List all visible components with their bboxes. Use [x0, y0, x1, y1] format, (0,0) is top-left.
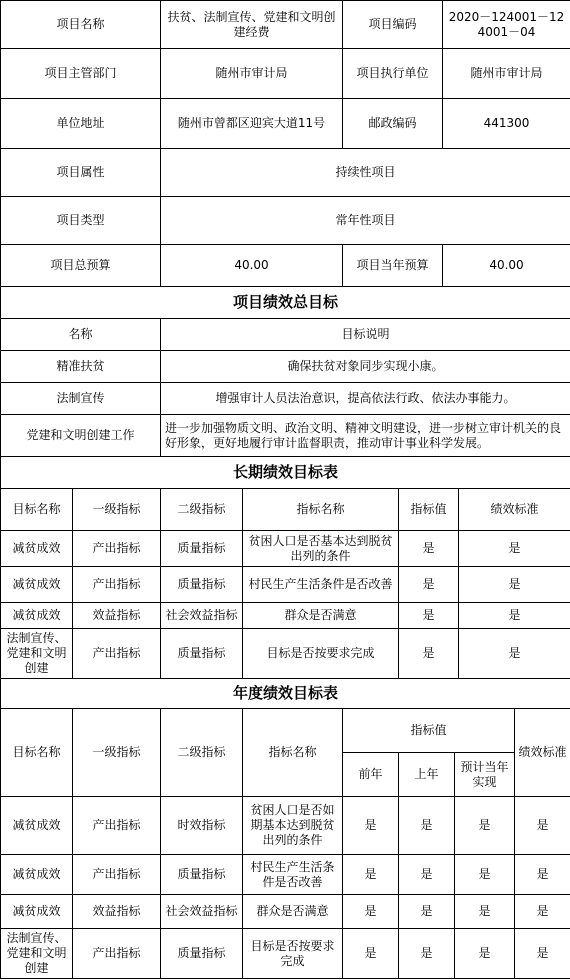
indicator-value-cell: 是 — [399, 567, 459, 603]
long-header-cell: 一级指标 — [73, 489, 161, 531]
level2-cell: 社会效益指标 — [161, 603, 243, 629]
annual-title: 年度绩效目标表 — [1, 679, 570, 709]
long-header-cell: 目标名称 — [1, 489, 73, 531]
table-row — [1, 629, 570, 679]
annual-header-standard: 绩效标准 — [515, 709, 570, 797]
postcode-label: 邮政编码 — [343, 99, 443, 149]
goal-row-name: 党建和文明创建工作 — [1, 415, 161, 457]
exec-unit-label: 项目执行单位 — [343, 49, 443, 99]
goal-row-desc: 进一步加强物质文明、政治文明、精神文明建设，进一步树立审计机关的良好形象，更好地履行审计监督职责，推动审计事业科学发展。 — [161, 415, 570, 457]
standard-cell: 是 — [459, 567, 570, 603]
long-term-title: 长期绩效目标表 — [1, 457, 570, 489]
prev2-cell: 是 — [343, 929, 399, 979]
prev1-cell: 是 — [399, 929, 455, 979]
goal-row-name: 法制宣传 — [1, 383, 161, 415]
level2-cell: 质量指标 — [161, 929, 243, 979]
table-row — [1, 855, 570, 895]
long-header-cell: 指标值 — [399, 489, 459, 531]
indicator-name-cell: 目标是否按要求完成 — [243, 929, 343, 979]
prev2-cell: 是 — [343, 895, 399, 929]
indicator-name-cell: 群众是否满意 — [243, 895, 343, 929]
goal-name-cell: 法制宣传、党建和文明创建 — [1, 629, 73, 679]
year-budget-value: 40.00 — [443, 245, 570, 287]
dept-value: 随州市审计局 — [161, 49, 343, 99]
overall-goal-title: 项目绩效总目标 — [1, 287, 570, 319]
annual-header-current: 预计当年实现 — [455, 753, 515, 797]
address-value: 随州市曾都区迎宾大道11号 — [161, 99, 343, 149]
prev2-cell: 是 — [343, 797, 399, 855]
table-row — [1, 895, 570, 929]
current-cell: 是 — [455, 855, 515, 895]
overall-goal-table — [0, 286, 570, 457]
dept-label: 项目主管部门 — [1, 49, 161, 99]
table-row — [1, 929, 570, 979]
prev1-cell: 是 — [399, 855, 455, 895]
indicator-name-cell: 目标是否按要求完成 — [243, 629, 399, 679]
goal-row-desc: 增强审计人员法治意识，提高依法行政、依法办事能力。 — [161, 383, 570, 415]
total-budget-value: 40.00 — [161, 245, 343, 287]
table-row — [1, 797, 570, 855]
indicator-name-cell: 群众是否满意 — [243, 603, 399, 629]
goal-name-cell: 法制宣传、党建和文明创建 — [1, 929, 73, 979]
prev1-cell: 是 — [399, 797, 455, 855]
level1-cell: 产出指标 — [73, 531, 161, 567]
goal-col-desc: 目标说明 — [161, 319, 570, 351]
table-row — [1, 603, 570, 629]
goal-name-cell: 减贫成效 — [1, 603, 73, 629]
address-label: 单位地址 — [1, 99, 161, 149]
attr-value: 持续性项目 — [161, 149, 570, 197]
current-cell: 是 — [455, 895, 515, 929]
indicator-name-cell: 贫困人口是否基本达到脱贫出列的条件 — [243, 531, 399, 567]
project-info-table — [0, 0, 570, 287]
standard-cell: 是 — [459, 603, 570, 629]
level2-cell: 质量指标 — [161, 629, 243, 679]
indicator-name-cell: 村民生产生活条件是否改善 — [243, 855, 343, 895]
goal-name-cell: 减贫成效 — [1, 895, 73, 929]
goal-name-cell: 减贫成效 — [1, 797, 73, 855]
project-name-label: 项目名称 — [1, 1, 161, 49]
attr-label: 项目属性 — [1, 149, 161, 197]
level2-cell: 社会效益指标 — [161, 895, 243, 929]
goal-row-desc: 确保扶贫对象同步实现小康。 — [161, 351, 570, 383]
current-cell: 是 — [455, 929, 515, 979]
type-value: 常年性项目 — [161, 197, 570, 245]
indicator-value-cell: 是 — [399, 603, 459, 629]
current-cell: 是 — [455, 797, 515, 855]
annual-header-goal: 目标名称 — [1, 709, 73, 797]
project-code-label: 项目编码 — [343, 1, 443, 49]
postcode-value: 441300 — [443, 99, 570, 149]
year-budget-label: 项目当年预算 — [343, 245, 443, 287]
level2-cell: 质量指标 — [161, 531, 243, 567]
standard-cell: 是 — [515, 797, 570, 855]
project-code-value: 2020－124001－124001－04 — [443, 1, 570, 49]
level1-cell: 产出指标 — [73, 929, 161, 979]
indicator-name-cell: 贫困人口是否如期基本达到脱贫出列的条件 — [243, 797, 343, 855]
goal-row-name: 精准扶贫 — [1, 351, 161, 383]
annual-header-indicator: 指标名称 — [243, 709, 343, 797]
table-row — [1, 531, 570, 567]
goal-name-cell: 减贫成效 — [1, 567, 73, 603]
long-header-cell: 二级指标 — [161, 489, 243, 531]
type-label: 项目类型 — [1, 197, 161, 245]
long-term-goal-table — [0, 456, 570, 679]
standard-cell: 是 — [459, 531, 570, 567]
level1-cell: 效益指标 — [73, 603, 161, 629]
level1-cell: 产出指标 — [73, 567, 161, 603]
indicator-value-cell: 是 — [399, 531, 459, 567]
table-row — [1, 567, 570, 603]
long-header-cell: 指标名称 — [243, 489, 399, 531]
standard-cell: 是 — [515, 929, 570, 979]
goal-col-name: 名称 — [1, 319, 161, 351]
exec-unit-value: 随州市审计局 — [443, 49, 570, 99]
annual-header-prev1: 上年 — [399, 753, 455, 797]
annual-header-level2: 二级指标 — [161, 709, 243, 797]
project-name-value: 扶贫、法制宣传、党建和文明创建经费 — [161, 1, 343, 49]
level1-cell: 产出指标 — [73, 855, 161, 895]
annual-header-level1: 一级指标 — [73, 709, 161, 797]
level2-cell: 质量指标 — [161, 567, 243, 603]
standard-cell: 是 — [459, 629, 570, 679]
level1-cell: 产出指标 — [73, 797, 161, 855]
goal-name-cell: 减贫成效 — [1, 531, 73, 567]
indicator-name-cell: 村民生产生活条件是否改善 — [243, 567, 399, 603]
annual-header-prev2: 前年 — [343, 753, 399, 797]
level2-cell: 时效指标 — [161, 797, 243, 855]
level2-cell: 质量指标 — [161, 855, 243, 895]
indicator-value-cell: 是 — [399, 629, 459, 679]
total-budget-label: 项目总预算 — [1, 245, 161, 287]
prev2-cell: 是 — [343, 855, 399, 895]
standard-cell: 是 — [515, 895, 570, 929]
prev1-cell: 是 — [399, 895, 455, 929]
level1-cell: 产出指标 — [73, 629, 161, 679]
annual-goal-table — [0, 678, 570, 979]
long-header-cell: 绩效标准 — [459, 489, 570, 531]
level1-cell: 效益指标 — [73, 895, 161, 929]
standard-cell: 是 — [515, 855, 570, 895]
annual-header-value: 指标值 — [343, 709, 515, 753]
goal-name-cell: 减贫成效 — [1, 855, 73, 895]
